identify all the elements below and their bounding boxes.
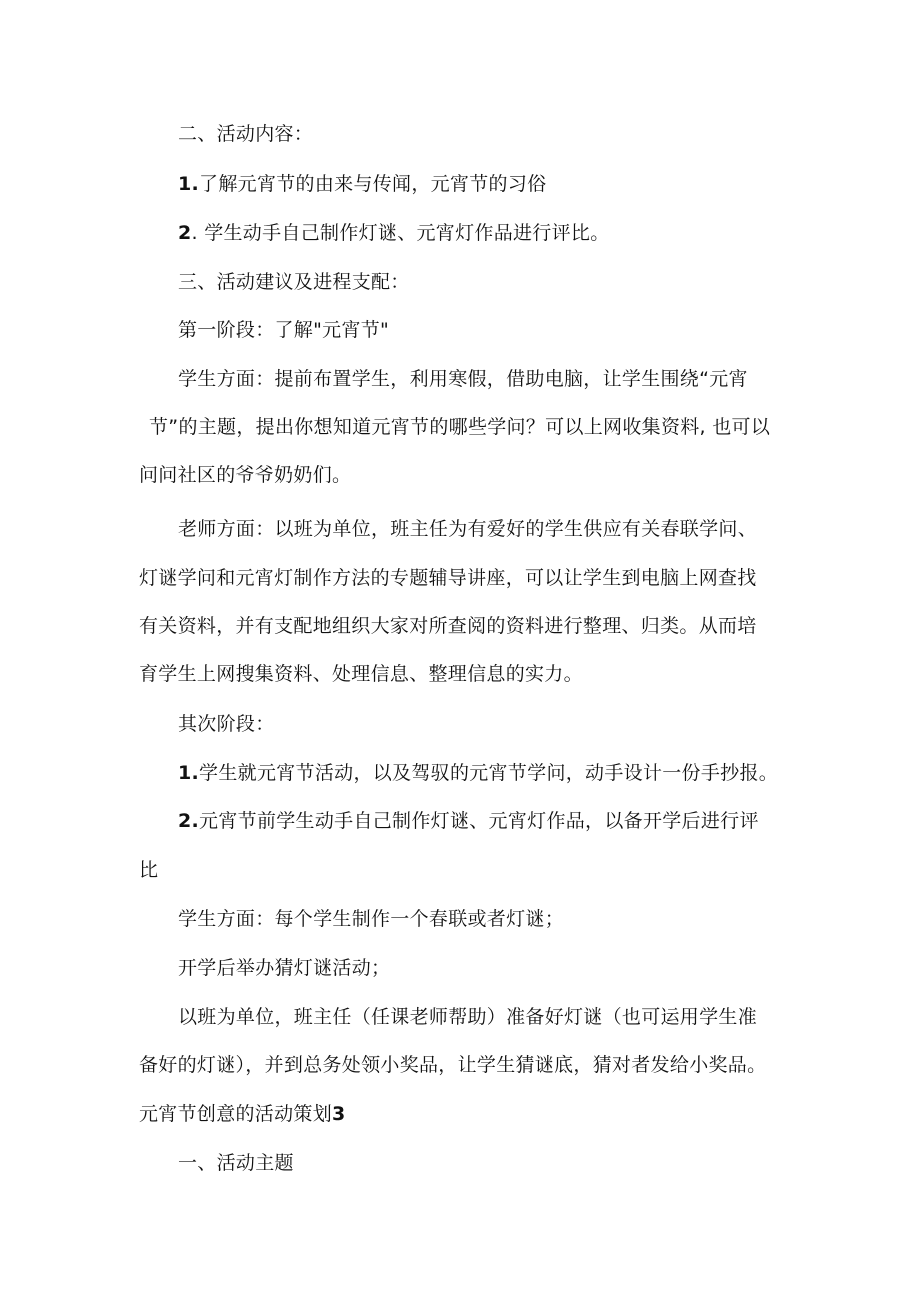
heading-suggestions: 三、活动建议及进程支配： — [178, 271, 410, 293]
list-item-1 — [178, 764, 778, 783]
heading-activity-content: 二、活动内容： — [178, 123, 314, 145]
paragraph-line: 育学生上网搜集资料、处理信息、整理信息的实力。 — [139, 663, 583, 685]
paragraph-line: 老师方面：以班为单位，班主任为有爱好的学生供应有关春联学问、 — [178, 518, 758, 540]
section-title-number: 3 — [332, 1103, 346, 1125]
paragraph-line: 灯谜学问和元宵灯制作方法的专题辅导讲座，可以让学生到电脑上网查找 — [139, 567, 757, 589]
list-text: . 学生动手自己制作灯谜、元宵灯作品进行评比。 — [191, 222, 610, 244]
paragraph-line: 有关资料，并有支配地组织大家对所查阅的资料进行整理、归类。从而培 — [139, 615, 757, 637]
stage-one-title: 第一阶段：了解"元宵节" — [178, 319, 390, 341]
list-number: 1. — [178, 762, 200, 784]
list-text: 学生就元宵节活动，以及驾驭的元宵节学问，动手设计一份手抄报。 — [199, 762, 779, 784]
stage-two-title: 其次阶段： — [178, 713, 275, 735]
list-item-2 — [178, 812, 759, 831]
paragraph-line: 节”的主题，提出你想知道元宵节的哪些学问？可以上网收集资料, 也可以 — [149, 416, 771, 438]
list-number: 2. — [178, 810, 200, 832]
paragraph-line: 以班为单位，班主任（任课老师帮助）准备好灯谜（也可运用学生准 — [178, 1006, 758, 1028]
paragraph-line: 比 — [139, 859, 159, 881]
paragraph-line: 备好的灯谜），并到总务处领小奖品，让学生猜谜底，猜对者发给小奖品。 — [139, 1054, 767, 1076]
list-number: 2 — [178, 222, 192, 244]
heading-activity-theme: 一、活动主题 — [178, 1152, 294, 1174]
paragraph-line: 学生方面：提前布置学生，利用寒假，借助电脑，让学生围绕“元宵 — [178, 368, 748, 390]
list-text: 了解元宵节的由来与传闻，元宵节的习俗 — [199, 173, 547, 195]
paragraph-line: 开学后举办猜灯谜活动； — [178, 957, 391, 979]
paragraph-line: 学生方面：每个学生制作一个春联或者灯谜； — [178, 908, 565, 930]
list-item-1 — [178, 175, 546, 194]
list-number: 1. — [178, 173, 200, 195]
section-title — [139, 1105, 346, 1124]
paragraph-line: 问问社区的爷爷奶奶们。 — [139, 464, 352, 486]
list-item-2 — [178, 224, 610, 243]
section-title-text: 元宵节创意的活动策划 — [139, 1103, 333, 1125]
list-text: 元宵节前学生动手自己制作灯谜、元宵灯作品，以备开学后进行评 — [199, 810, 759, 832]
